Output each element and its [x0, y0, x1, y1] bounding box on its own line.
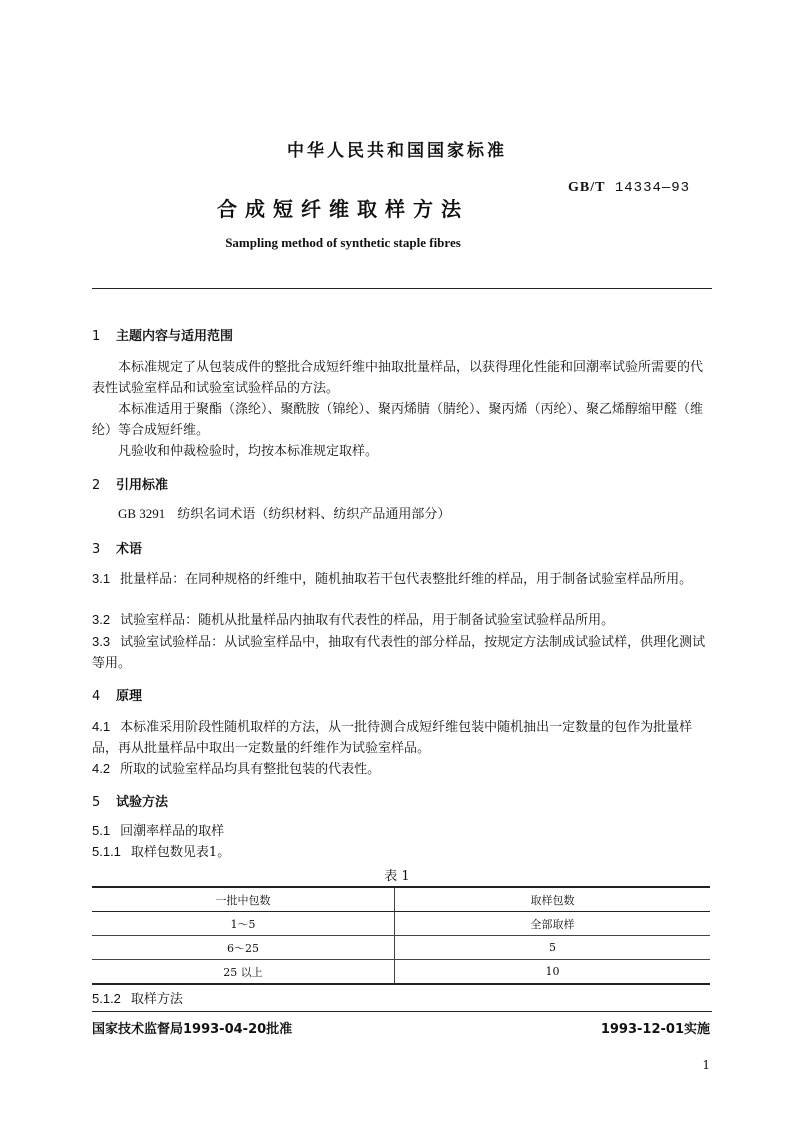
- clause-number: 5.1: [92, 823, 111, 838]
- section-number: 2: [92, 478, 101, 493]
- reference-title: 纺织名词术语（纺织材料、纺织产品通用部分）: [177, 507, 451, 522]
- section-title: 引用标准: [116, 478, 169, 493]
- section-number: 5: [92, 795, 101, 810]
- section-1-heading: [92, 325, 233, 344]
- section-title: 主题内容与适用范围: [116, 329, 234, 344]
- table-row: [92, 960, 710, 985]
- table-cell: 25 以上: [92, 960, 395, 985]
- reference-standard: [118, 503, 450, 525]
- section-1-paragraph-3: 凡验收和仲裁检验时，均按本标准规定取样。: [118, 444, 379, 459]
- section-number: 4: [92, 689, 101, 704]
- approval-date: 国家技术监督局1993-04-20批准: [92, 1022, 293, 1037]
- header-rule: [92, 288, 712, 289]
- standard-code-prefix: GB/T: [568, 180, 606, 195]
- page-number: 1: [702, 1058, 710, 1072]
- section-3-heading: [92, 538, 142, 557]
- table-cell: 6～25: [92, 936, 395, 960]
- table-header-row: [92, 887, 710, 912]
- clause-number: 4.2: [92, 761, 111, 776]
- section-2-heading: [92, 474, 168, 493]
- effective-date: 1993-12-01实施: [600, 1022, 710, 1037]
- clause-number: 3.1: [92, 571, 111, 586]
- section-1-paragraph-2: 本标准适用于聚酯（涤纶）、聚酰胺（锦纶）、聚丙烯腈（腈纶）、聚丙烯（丙纶）、聚乙烯醇缩甲醛（维纶）等合成短纤维。: [92, 402, 704, 438]
- section-5-heading: [92, 791, 168, 810]
- clause-number: 3.3: [92, 634, 111, 649]
- section-4-heading: [92, 685, 142, 704]
- document-title-en: Sampling method of synthetic staple fibres: [225, 235, 461, 250]
- table-1-caption: 表 1: [384, 869, 410, 884]
- clause-3-2: [92, 609, 712, 631]
- table-cell: 5: [395, 936, 711, 960]
- clause-number: 3.2: [92, 612, 111, 627]
- table-row: [92, 912, 710, 936]
- section-title: 术语: [116, 542, 143, 557]
- clause-text: 本标准采用阶段性随机取样的方法，从一批待测合成短纤维包装中随机抽出一定数量的包作为批量样品，再从批量样品中取出一定数量的纤维作为试验室样品。: [92, 720, 693, 756]
- section-title: 原理: [116, 689, 143, 704]
- clause-text: 试验室样品：随机从批量样品内抽取有代表性的样品，用于制备试验室试验样品所用。: [120, 613, 615, 628]
- footer-rule: [92, 1011, 712, 1012]
- clause-4-1: [92, 716, 712, 759]
- clause-3-3: [92, 631, 712, 674]
- table-cell: 全部取样: [395, 912, 711, 936]
- table-header-cell: 一批中包数: [92, 887, 395, 912]
- section-number: 3: [92, 542, 101, 557]
- clause-5-1-1: [92, 841, 712, 863]
- document-title-cn: 合成短纤维取样方法: [217, 197, 469, 221]
- clause-text: 取样包数见表1。: [130, 845, 231, 860]
- section-title: 试验方法: [116, 795, 169, 810]
- table-1: [92, 886, 710, 985]
- clause-text: 回潮率样品的取样: [120, 824, 225, 839]
- national-standard-header: 中华人民共和国国家标准: [287, 141, 507, 161]
- clause-text: 所取的试验室样品均具有整批包装的代表性。: [120, 762, 381, 777]
- table-cell: 1～5: [92, 912, 395, 936]
- section-number: 1: [92, 329, 101, 344]
- standard-code-number: 14334—93: [614, 180, 691, 196]
- reference-code: GB 3291: [118, 506, 166, 521]
- clause-text: 试验室试验样品：从试验室样品中，抽取有代表性的部分样品，按规定方法制成试验试样，供理化测试等用。: [92, 635, 706, 671]
- clause-3-1: [92, 568, 712, 590]
- clause-4-2: [92, 758, 712, 780]
- clause-5-1: [92, 820, 712, 842]
- clause-number: 4.1: [92, 719, 111, 734]
- clause-text: 取样方法: [130, 992, 183, 1007]
- table-cell: 10: [395, 960, 711, 985]
- clause-text: 批量样品：在同种规格的纤维中，随机抽取若干包代表整批纤维的样品，用于制备试验室样品所用。: [120, 572, 693, 587]
- clause-number: 5.1.2: [92, 991, 121, 1006]
- table-row: [92, 936, 710, 960]
- clause-number: 5.1.1: [92, 844, 121, 859]
- section-1-paragraph-1: 本标准规定了从包装成件的整批合成短纤维中抽取批量样品，以获得理化性能和回潮率试验所需要的代表性试验室样品和试验室试验样品的方法。: [92, 360, 704, 396]
- clause-5-1-2: [92, 988, 712, 1010]
- table-header-cell: 取样包数: [395, 887, 711, 912]
